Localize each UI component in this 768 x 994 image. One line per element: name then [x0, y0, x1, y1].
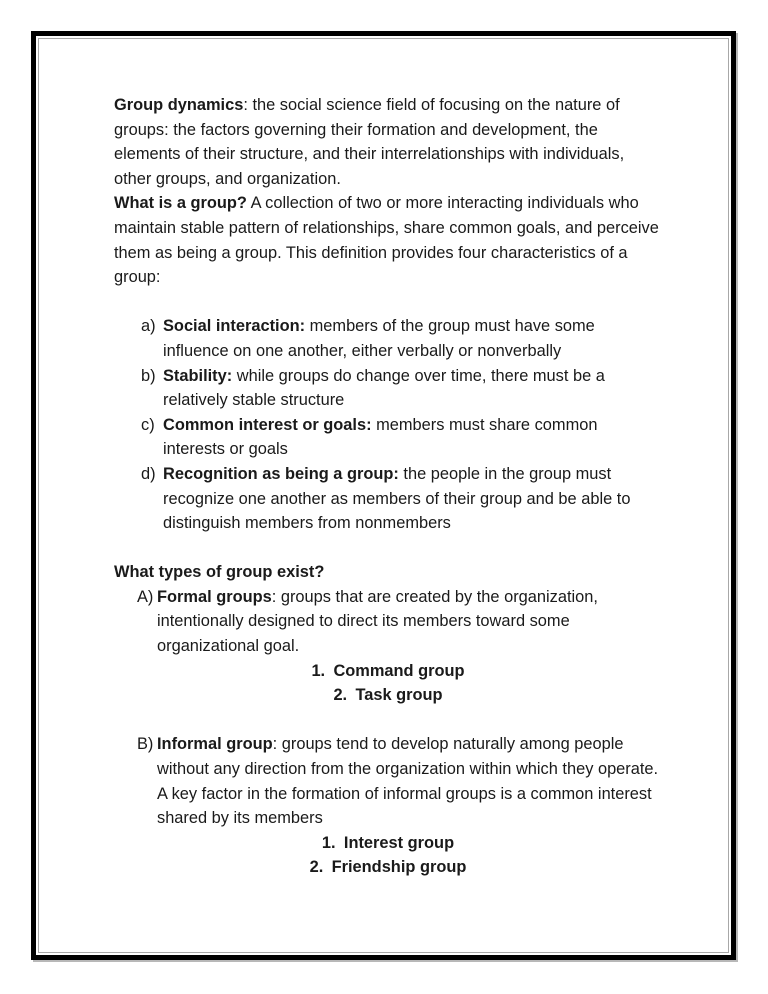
term-what-is-a-group: What is a group? — [114, 194, 247, 213]
list-item — [137, 732, 662, 830]
list-item-description: the people in the group must recognize one another as members of their group and be able to distinguish members from nonmembers — [163, 464, 631, 533]
list-item-text — [157, 732, 662, 830]
list-marker: A) — [137, 587, 154, 606]
list-item-description: : groups that are created by the organization, intentionally designed to direct its members toward some organizational goal. — [157, 587, 598, 656]
list-marker: b) — [141, 366, 156, 385]
list-item — [141, 314, 662, 363]
list-item — [137, 585, 662, 659]
list-item-term: Recognition as being a group: — [163, 464, 399, 483]
list-marker: B) — [137, 735, 154, 754]
list-item — [141, 364, 662, 413]
list-item-term: Informal group — [157, 735, 273, 754]
informal-group-subitems — [114, 831, 662, 880]
list-item — [141, 413, 662, 462]
list-item — [114, 831, 662, 856]
list-item-term: Formal groups — [157, 587, 272, 606]
list-item — [114, 683, 662, 708]
spacer — [114, 536, 662, 561]
list-marker: a) — [141, 317, 156, 336]
list-item-term: Common interest or goals: — [163, 415, 372, 434]
list-item-label: Friendship group — [331, 858, 467, 877]
list-item — [114, 659, 662, 684]
document-text-body — [114, 93, 662, 880]
list-item-text — [163, 314, 662, 363]
list-marker: 2. — [309, 858, 324, 877]
list-marker: 2. — [333, 686, 348, 705]
list-item-term: Stability: — [163, 366, 233, 385]
paragraph-group-dynamics — [114, 93, 662, 191]
list-item-inner — [322, 831, 454, 856]
list-item-text — [163, 462, 662, 536]
list-item-inner — [310, 855, 467, 880]
spacer — [114, 708, 662, 733]
list-item-description: : groups tend to develop naturally among people without any direction from the organization within which they operate. A key factor in the formation of informal groups is a common interest shared by its members — [157, 735, 659, 828]
spacer — [114, 290, 662, 315]
paragraph-what-is-a-group — [114, 191, 662, 289]
list-marker: d) — [141, 464, 156, 483]
list-item-label: Interest group — [343, 833, 455, 852]
list-item-description: while groups do change over time, there must be a relatively stable structure — [163, 366, 605, 410]
definition-group-dynamics: : the social science field of focusing on the nature of groups: the factors governing their formation and development, the elements of their structure, and their interrelationships with individuals, other groups, and organization. — [114, 96, 625, 188]
list-item-description: members must share common interests or goals — [163, 415, 598, 459]
list-item — [141, 462, 662, 536]
group-types-list — [114, 585, 662, 659]
list-item-label: Command group — [333, 661, 465, 680]
definition-what-is-a-group: A collection of two or more interacting individuals who maintain stable pattern of relationships, share common goals, and perceive them as being a group. This definition provides four characteristics of a group: — [114, 194, 659, 287]
heading-types-of-group: What types of group exist? — [114, 563, 325, 582]
list-marker: 1. — [321, 833, 336, 852]
list-item-text — [157, 585, 662, 659]
list-item-inner — [333, 683, 442, 708]
list-item-text — [163, 364, 662, 413]
characteristics-list — [114, 314, 662, 535]
term-group-dynamics: Group dynamics — [114, 96, 244, 114]
list-marker: 1. — [311, 661, 326, 680]
list-marker: c) — [141, 415, 155, 434]
list-item-term: Social interaction: — [163, 317, 306, 336]
list-item-inner — [311, 659, 464, 684]
list-item-label: Task group — [355, 686, 443, 705]
document-page — [31, 31, 736, 960]
group-types-list-continued — [114, 732, 662, 830]
list-item-description: members of the group must have some influence on one another, either verbally or nonverbally — [163, 317, 595, 360]
list-item — [114, 855, 662, 880]
formal-group-subitems — [114, 659, 662, 708]
list-item-text — [163, 413, 662, 462]
